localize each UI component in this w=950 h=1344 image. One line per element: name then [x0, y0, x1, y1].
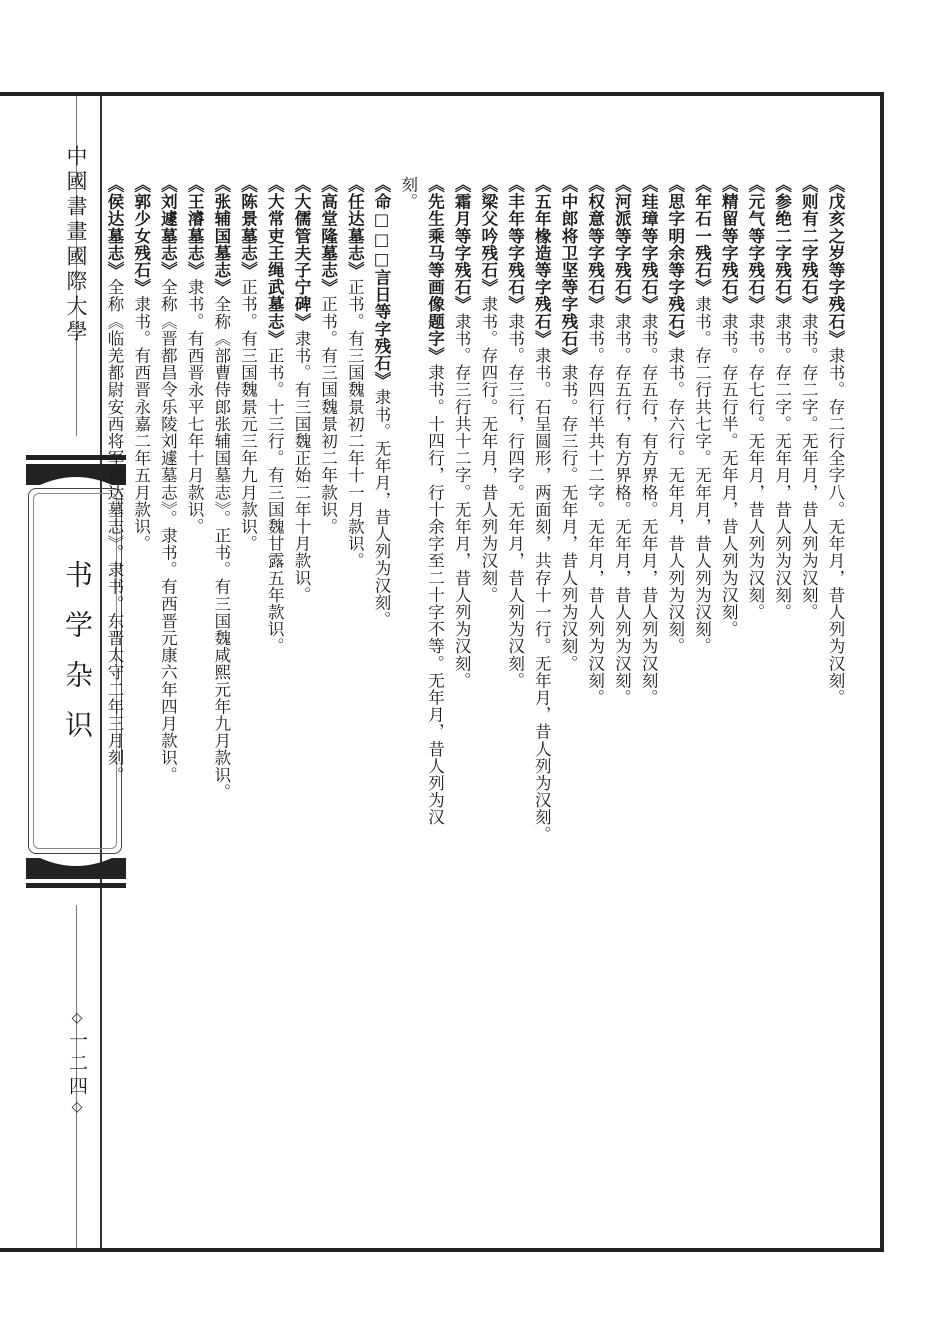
entry-description: 隶书。存五行，有方界格。无年月，昔人列为汉刻。 [612, 312, 632, 707]
page-number: 一二四 [66, 1030, 88, 1099]
catalog-entry [741, 176, 768, 856]
entry-description: 隶书。有三国魏正始二年十月款识。 [291, 329, 311, 604]
entry-title: 《五年椽造等字残石》 [532, 176, 552, 347]
catalog-entry [688, 176, 715, 856]
entry-description: 全称《晋都昌令乐陵刘遽墓志》。隶书。有西晋元康六年四月款识。 [158, 278, 178, 784]
catalog-entry [821, 176, 848, 856]
entry-title: 《权意等字残石》 [585, 176, 605, 313]
entry-description: 隶书。存五行，有方界格。无年月，昔人列为汉刻。 [639, 312, 659, 707]
catalog-entry [287, 176, 314, 856]
entry-title: 《命□□□言日等字残石》 [372, 176, 392, 389]
catalog-entry [207, 176, 234, 856]
catalog-entry [714, 176, 741, 856]
entry-description: 隶书。存四行半共十二字。无年月，昔人列为汉刻。 [585, 312, 605, 707]
book-title: 书学杂识 [61, 560, 94, 760]
entry-description: 正书。有三国魏景元三年九月款识。 [238, 278, 258, 553]
catalog-entry [127, 176, 154, 856]
entry-description: 隶书。十四行，行十余字至二十字不等。无年月，昔人列为汉刻。 [398, 176, 445, 826]
entry-description: 隶书。有西晋永平七年十月款识。 [185, 278, 205, 536]
catalog-entry [474, 176, 501, 856]
entry-description: 隶书。存六行。无年月，昔人列为汉刻。 [665, 347, 685, 655]
entry-description: 隶书。存五行半。无年月，昔人列为汉刻。 [719, 312, 739, 638]
catalog-entry [661, 176, 688, 856]
entry-title: 《年石一残石》 [692, 176, 712, 296]
entry-description: 隶书。无年月，昔人列为汉刻。 [372, 388, 392, 629]
entry-description: 隶书。存二字。无年月，昔人列为汉刻。 [799, 312, 819, 621]
page-frame-top-border [0, 92, 884, 96]
page-frame-right-border [880, 92, 884, 1252]
entry-title: 《梁父吟残石》 [478, 176, 498, 296]
entry-title: 《思字明余等字残石》 [665, 176, 685, 347]
catalog-entry [100, 176, 127, 856]
entry-title: 《高堂隆墓志》 [318, 176, 338, 296]
catalog-entry [447, 176, 474, 856]
catalog-entry [394, 176, 447, 856]
entry-description: 隶书。存四行。无年月，昔人列为汉刻。 [478, 295, 498, 604]
university-name: 中國書畫國際大學 [64, 145, 88, 345]
catalog-entry [234, 176, 261, 856]
entry-description: 隶书。存二行共七字。无年月，昔人列为汉刻。 [692, 295, 712, 655]
entry-description: 隶书。存二字。无年月，昔人列为汉刻。 [772, 312, 792, 621]
page-frame-bottom-border [0, 1248, 884, 1252]
entry-description: 隶书。存二行全字八。无年月，昔人列为汉刻。 [826, 347, 845, 707]
entry-title: 《元气等字残石》 [745, 176, 765, 313]
catalog-entry [634, 176, 661, 856]
catalog-entry [367, 176, 394, 856]
catalog-entry [341, 176, 368, 856]
entry-title: 《珪璋等字残石》 [639, 176, 659, 313]
entry-description: 正书。有三国魏景初二年款识。 [318, 295, 338, 536]
entry-description: 隶书。石呈圆形，两面刻，共存十一行。无年月，昔人列为汉刻。 [532, 347, 552, 843]
entry-title: 《参绝二字残石》 [772, 176, 792, 313]
catalog-entry [795, 176, 822, 856]
entry-title: 《精留等字残石》 [719, 176, 739, 313]
entry-description: 全称《部曹侍郎张辅国墓志》。正书。有三国魏咸熙元年九月款识。 [211, 295, 231, 801]
entry-title: 《张辅国墓志》 [211, 176, 231, 296]
entry-description: 隶书。存三行。无年月，昔人列为汉刻。 [558, 364, 578, 672]
catalog-entry [768, 176, 795, 856]
entry-title: 《任达墓志》 [345, 176, 365, 279]
entry-description: 隶书。存三行共十二字。无年月，昔人列为汉刻。 [452, 312, 472, 690]
diamond-ornament-icon: ◇ [69, 1010, 85, 1030]
diamond-ornament-icon: ◇ [69, 1099, 85, 1119]
entry-title: 《侯达墓志》 [105, 176, 125, 279]
catalog-entry [261, 176, 288, 856]
catalog-entry [154, 176, 181, 856]
entry-description: 全称《临羌都尉安西将军侯达墓志》。隶书。东晋太守二年三月刻。 [105, 278, 125, 784]
page-number-block [64, 1010, 88, 1119]
entry-description: 正书。十三行。有三国魏甘露五年款识。 [265, 347, 285, 655]
entry-title: 《戊亥之岁等字残石》 [826, 176, 845, 347]
entry-description: 隶书。存七行。无年月，昔人列为汉刻。 [745, 312, 765, 621]
entry-title: 《大常吏王绳武墓志》 [265, 176, 285, 347]
catalog-entry [554, 176, 581, 856]
entry-description: 隶书。存三行，行四字。无年月，昔人列为汉刻。 [505, 312, 525, 690]
entry-title: 《郭少女残石》 [131, 176, 151, 296]
entry-title: 《中郎将卫坚等字残石》 [558, 176, 578, 365]
catalog-entry [501, 176, 528, 856]
entry-title: 《刘遽墓志》 [158, 176, 178, 279]
entry-title: 《丰年等字残石》 [505, 176, 525, 313]
catalog-entry [180, 176, 207, 856]
entry-title: 《大儒管夫子宁碑》 [291, 176, 311, 330]
catalog-entry [528, 176, 555, 856]
title-panel-bottom-ornament-icon [26, 858, 126, 888]
entry-title: 《先生乘马等画像题字》 [425, 176, 445, 365]
entry-description: 正书。有三国魏景初二年十一月款识。 [345, 278, 365, 570]
catalog-entry [581, 176, 608, 856]
entry-title: 《王濬墓志》 [185, 176, 205, 279]
entry-title: 《则有二字残石》 [799, 176, 819, 313]
catalog-entry [314, 176, 341, 856]
entry-description: 隶书。有西晋永嘉二年五月款识。 [131, 295, 151, 553]
catalog-entry [608, 176, 635, 856]
entry-title: 《陈景墓志》 [238, 176, 258, 279]
entry-title: 《河派等字残石》 [612, 176, 632, 313]
catalog-text [105, 176, 848, 856]
entry-title: 《霜月等字残石》 [452, 176, 472, 313]
